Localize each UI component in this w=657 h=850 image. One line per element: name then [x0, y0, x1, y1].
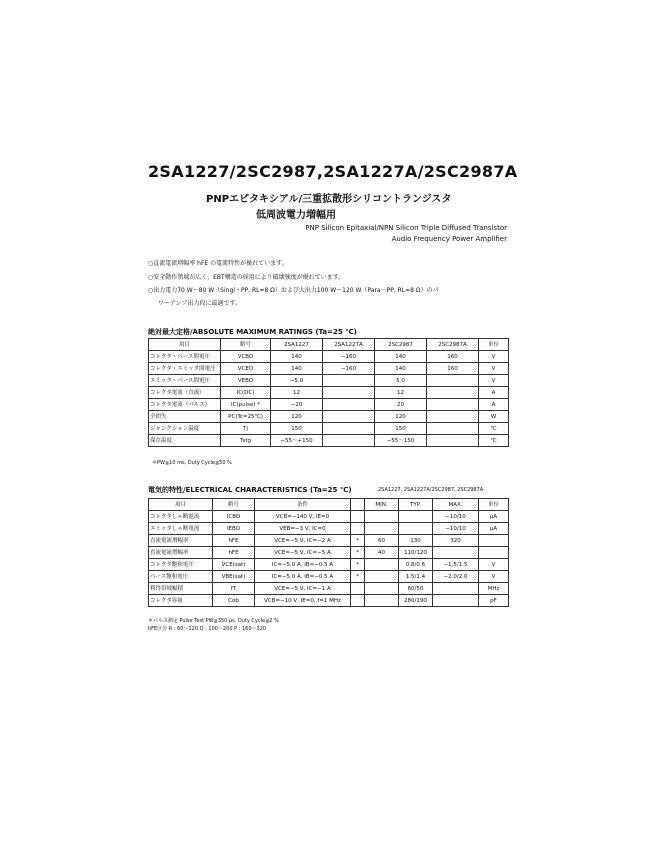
cell-symbol: VBE(sat): [213, 571, 255, 583]
cell-max: −1.5/1.5: [433, 559, 479, 571]
cell-typ: 130: [399, 535, 433, 547]
header-cell-unit: 単位: [479, 499, 509, 511]
cell-condition: VCB=−10 V, IE=0, f=1 MHz: [255, 595, 351, 607]
cell-unit: μA: [479, 511, 509, 523]
cell-2sa1227a: −160: [323, 351, 375, 363]
cell-condition: VCE=−5 V, IC=−5 A: [255, 547, 351, 559]
cell-2sc2987a: [427, 399, 479, 411]
cell-item: コレクタ・エミッタ間電圧: [149, 363, 221, 375]
cell-unit: pF: [479, 595, 509, 607]
table-row: [149, 595, 509, 607]
cell-min: [365, 583, 399, 595]
header-cell-min: MIN.: [365, 499, 399, 511]
cell-symbol: hFE: [213, 535, 255, 547]
cell-condition: VCE=−5 V, IC=−2 A: [255, 535, 351, 547]
cell-2sa1227: 140: [271, 363, 323, 375]
cell-unit: V: [479, 571, 509, 583]
cell-mark: [351, 511, 365, 523]
cell-2sa1227: 12: [271, 387, 323, 399]
cell-max: −10/10: [433, 511, 479, 523]
table-row: [149, 363, 509, 375]
elec-table: [148, 498, 509, 607]
header-cell-2sc2987a: 2SC2987A: [427, 339, 479, 351]
cell-2sa1227: 140: [271, 351, 323, 363]
header-cell-item: 項目: [149, 499, 213, 511]
cell-typ: 0.8/0.6: [399, 559, 433, 571]
cell-min: [365, 571, 399, 583]
cell-unit: ℃: [479, 423, 509, 435]
cell-2sc2987: 140: [375, 363, 427, 375]
cell-item: コレクタ電流（直流）: [149, 387, 221, 399]
header-cell-typ: TYP.: [399, 499, 433, 511]
cell-max: [433, 547, 479, 559]
cell-2sc2987a: [427, 411, 479, 423]
header-cell-2sa1227: 2SA1227: [271, 339, 323, 351]
cell-typ: [399, 523, 433, 535]
cell-2sa1227a: [323, 399, 375, 411]
cell-2sa1227: −55～+150: [271, 435, 323, 447]
cell-mark: [351, 595, 365, 607]
table-row: [149, 583, 509, 595]
cell-item: 保存温度: [149, 435, 221, 447]
cell-item: コレクタしゃ断電流: [149, 511, 213, 523]
header-cell-unit: 単位: [479, 339, 509, 351]
cell-item: 直流電流増幅率: [149, 535, 213, 547]
cell-max: [433, 583, 479, 595]
cell-2sc2987: 120: [375, 411, 427, 423]
cell-symbol: VCEO: [221, 363, 271, 375]
cell-typ: 280/190: [399, 595, 433, 607]
header-cell-symbol: 略号: [213, 499, 255, 511]
abs-max-heading: 絶対最大定格/ABSOLUTE MAXIMUM RATINGS (Ta=25 ℃): [148, 328, 357, 336]
cell-typ: 60/50: [399, 583, 433, 595]
cell-mark: *: [351, 571, 365, 583]
cell-unit: A: [479, 387, 509, 399]
cell-min: [365, 595, 399, 607]
cell-symbol: PC(Tc=25℃): [221, 411, 271, 423]
cell-2sc2987: 20: [375, 399, 427, 411]
table-row: [149, 351, 509, 363]
cell-symbol: IEBO: [213, 523, 255, 535]
cell-2sa1227: −20: [271, 399, 323, 411]
cell-symbol: VCBO: [221, 351, 271, 363]
cell-symbol: fT: [213, 583, 255, 595]
cell-unit: ℃: [479, 435, 509, 447]
header-cell-condition: 条件: [255, 499, 351, 511]
cell-condition: VCB=−140 V, IE=0: [255, 511, 351, 523]
cell-unit: MHz: [479, 583, 509, 595]
header-cell-item: 項目: [149, 339, 221, 351]
cell-min: 60: [365, 535, 399, 547]
cell-mark: [351, 583, 365, 595]
cell-item: コレクタ・ベース間電圧: [149, 351, 221, 363]
cell-2sa1227: −5.0: [271, 375, 323, 387]
cell-2sa1227: 150: [271, 423, 323, 435]
cell-typ: [399, 511, 433, 523]
cell-mark: *: [351, 547, 365, 559]
cell-item: コレクタ電流（パルス）: [149, 399, 221, 411]
abs-max-note: ＊PW≦10 ms, Duty Cycle≦50 %: [152, 460, 232, 466]
table-row: [149, 547, 509, 559]
cell-max: 320: [433, 535, 479, 547]
cell-unit: V: [479, 559, 509, 571]
cell-2sc2987: 5.0: [375, 375, 427, 387]
cell-condition: IC=−5.0 A, IB=−0.5 A: [255, 571, 351, 583]
cell-condition: VCE=−5 V, IC=−1 A: [255, 583, 351, 595]
cell-condition: IC=−5.0 A, IB=−0.5 A: [255, 559, 351, 571]
cell-item: 直流電流増幅率: [149, 547, 213, 559]
cell-2sc2987: 12: [375, 387, 427, 399]
cell-symbol: IC(DC): [221, 387, 271, 399]
cell-item: 全損失: [149, 411, 221, 423]
table-row: [149, 511, 509, 523]
table-row: [149, 535, 509, 547]
table-row: [149, 435, 509, 447]
cell-2sc2987a: 160: [427, 363, 479, 375]
cell-item: ベース飽和電圧: [149, 571, 213, 583]
cell-2sc2987: 150: [375, 423, 427, 435]
cell-max: [433, 595, 479, 607]
cell-unit: A: [479, 399, 509, 411]
table-row: [149, 559, 509, 571]
document-title: 2SA1227/2SC2987,2SA1227A/2SC2987A: [148, 162, 518, 181]
cell-2sa1227a: [323, 423, 375, 435]
subtitle-jp: PNPエピタキシアル/三重拡散形シリコントランジスタ: [206, 194, 452, 205]
cell-min: [365, 559, 399, 571]
header-cell-2sc2987: 2SC2987: [375, 339, 427, 351]
cell-symbol: Tj: [221, 423, 271, 435]
table-header-row: [149, 499, 509, 511]
cell-2sa1227a: [323, 411, 375, 423]
cell-symbol: Cob: [213, 595, 255, 607]
cell-mark: *: [351, 535, 365, 547]
cell-unit: V: [479, 363, 509, 375]
table-row: [149, 387, 509, 399]
cell-2sc2987a: [427, 375, 479, 387]
cell-2sc2987: 140: [375, 351, 427, 363]
cell-max: −10/10: [433, 523, 479, 535]
cell-item: 利得帯域幅積: [149, 583, 213, 595]
cell-min: [365, 523, 399, 535]
elec-note-2: hFE区分 R : 60～120 Q : 100～200 P : 160～320: [148, 626, 267, 632]
header-cell-max: MAX.: [433, 499, 479, 511]
cell-mark: *: [351, 559, 365, 571]
cell-2sc2987a: 160: [427, 351, 479, 363]
cell-item: エミッタ・ベース間電圧: [149, 375, 221, 387]
cell-2sa1227: 120: [271, 411, 323, 423]
cell-2sc2987: −55～150: [375, 435, 427, 447]
cell-item: コレクタ容量: [149, 595, 213, 607]
cell-symbol: ICBO: [213, 511, 255, 523]
cell-symbol: VEBO: [221, 375, 271, 387]
feature-4: ワーアンプ出力段に最適です。: [158, 300, 241, 307]
cell-symbol: hFE: [213, 547, 255, 559]
cell-item: ジャンクション温度: [149, 423, 221, 435]
header-cell-symbol: 略号: [221, 339, 271, 351]
header-cell-2sa1227a: 2SA1227A: [323, 339, 375, 351]
feature-3: ○出力電力70 W～80 W（Singl・PP, RL=8 Ω）および大出力100 W～120 W（Para－PP, RL=8 Ω）のパ: [148, 287, 439, 294]
cell-2sa1227a: [323, 387, 375, 399]
cell-typ: 110/120: [399, 547, 433, 559]
cell-unit: [479, 535, 509, 547]
cell-unit: W: [479, 411, 509, 423]
cell-unit: μA: [479, 523, 509, 535]
cell-unit: V: [479, 351, 509, 363]
cell-symbol: IC(pulse) *: [221, 399, 271, 411]
cell-2sc2987a: [427, 423, 479, 435]
table-row: [149, 523, 509, 535]
abs-max-table: [148, 338, 509, 447]
subtitle-en2: Audio Frequency Power Amplifier: [391, 235, 507, 243]
cell-2sa1227a: −160: [323, 363, 375, 375]
cell-typ: 1.5/1.4: [399, 571, 433, 583]
cell-symbol: Tstg: [221, 435, 271, 447]
cell-unit: [479, 547, 509, 559]
elec-heading: 電気的特性/ELECTRICAL CHARACTERISTICS (Ta=25 ℃): [148, 486, 352, 494]
cell-item: コレクタ飽和電圧: [149, 559, 213, 571]
cell-2sa1227a: [323, 375, 375, 387]
header-cell-mark: [351, 499, 365, 511]
cell-min: [365, 511, 399, 523]
subtitle-en: PNP Silicon Epitaxial/NPN Silicon Triple Diffused Transistor: [305, 224, 507, 232]
feature-2: ○安全動作領域が広く、EBT構造の採用により破壊強度が優れています。: [148, 274, 345, 281]
elec-models: 2SA1227, 2SA1227A/2SC2987, 2SC2987A: [378, 487, 484, 493]
elec-note-1: ＊パルス測定 Pulse Test PW≦350 μs, Duty Cycle≦2 %: [148, 618, 279, 624]
feature-1: ○直流電流増幅率 hFE の電流特性が優れています。: [148, 260, 288, 267]
cell-unit: V: [479, 375, 509, 387]
table-row: [149, 571, 509, 583]
table-row: [149, 411, 509, 423]
cell-item: エミッタしゃ断電流: [149, 523, 213, 535]
cell-mark: [351, 523, 365, 535]
table-row: [149, 423, 509, 435]
cell-min: 40: [365, 547, 399, 559]
cell-condition: VEB=−3 V, IC=0: [255, 523, 351, 535]
subtitle-jp2: 低周波電力増幅用: [256, 210, 336, 221]
cell-2sa1227a: [323, 435, 375, 447]
table-row: [149, 375, 509, 387]
cell-2sc2987a: [427, 387, 479, 399]
cell-max: −2.0/2.0: [433, 571, 479, 583]
cell-2sc2987a: [427, 435, 479, 447]
cell-symbol: VCE(sat): [213, 559, 255, 571]
table-header-row: [149, 339, 509, 351]
table-row: [149, 399, 509, 411]
